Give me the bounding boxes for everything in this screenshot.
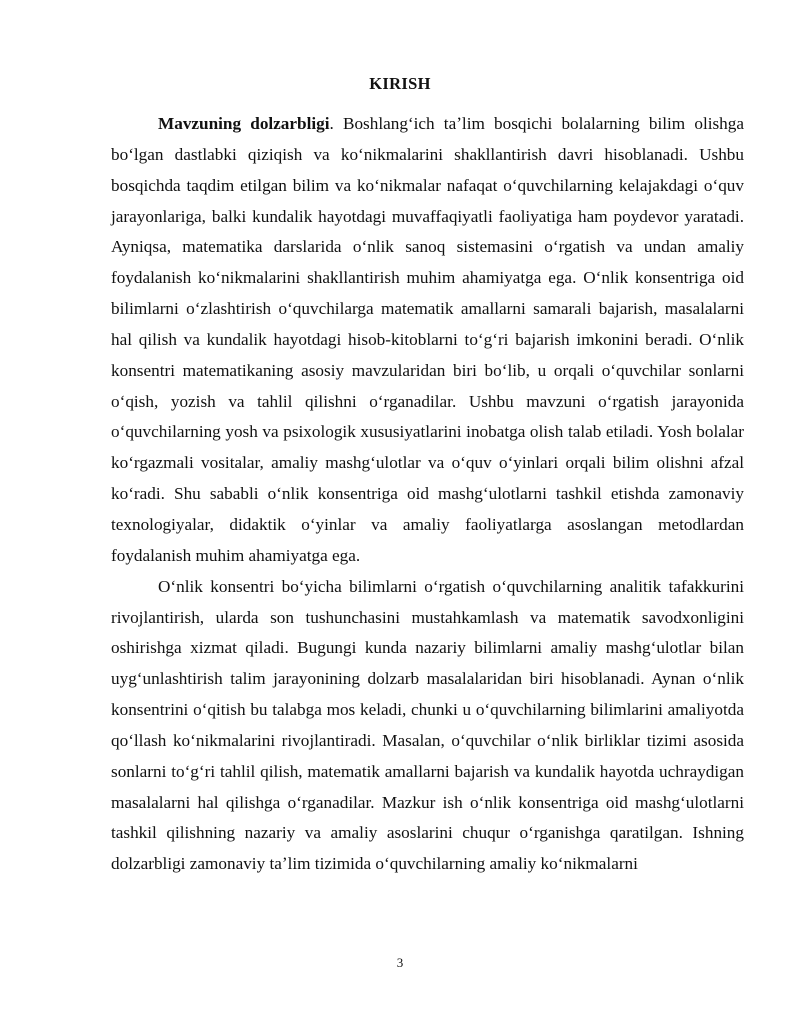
body-text [111, 109, 744, 880]
paragraph-decimal-concentre: Oʻnlik konsentri boʻyicha bilimlarni oʻrgatish oʻquvchilarning analitik tafakkurini rivojlantirish, ularda son tushunchasini mustahkamlash va matematik savodxonligini oshirishga xizmat qiladi. Bugungi kunda nazariy bilimlarni amaliy mashgʻulotlar bilan uygʻunlashtirish talim jarayonining dolzarb masalalaridan biri hisoblanadi. Aynan oʻnlik konsentrini oʻqitish bu talabga mos keladi, chunki u oʻquvchilarning bilimlarini amaliyotda qoʻllash koʻnikmalarini rivojlantiradi. Masalan, oʻquvchilar oʻnlik birliklar tizimi asosida sonlarni toʻgʻri tahlil qilish, matematik amallarni bajarish va kundalik hayotda uchraydigan masalalarni hal qilishga oʻrganadilar. Mazkur ish oʻnlik konsentriga oid mashgʻulotlarni tashkil qilishning nazariy va amaliy asoslarini chuqur oʻrganishga qaratilgan. Ishning dolzarbligi zamonaviy taʼlim tizimida oʻquvchilarning amaliy koʻnikmalarni [111, 576, 744, 874]
paragraph-lead-term: Mavzuning dolzarbligi [158, 114, 330, 133]
paragraph-relevance [111, 109, 744, 572]
paragraph-relevance-text: . Boshlangʻich taʼlim bosqichi bolalarning bilim olishga boʻlgan dastlabki qiziqish va koʻnikmalarini shakllantirish davri hisoblanadi. Ushbu bosqichda taqdim etilgan bilim va koʻnikmalar nafaqat oʻquvchilarning kelajakdagi oʻquv jarayonlariga, balki kundalik hayotdagi muvaffaqiyatli faoliyatiga ham poydevor yaratadi. Ayniqsa, matematika darslarida oʻnlik sanoq sistemasini oʻrgatish va undan amaliy foydalanish koʻnikmalarini shakllantirish muhim ahamiyatga ega. Oʻnlik konsentriga oid bilimlarni oʻzlashtirish oʻquvchilarga matematik amallarni samarali bajarish, masalalarni hal qilish va kundalik hayotdagi hisob-kitoblarni toʻgʻri bajarish imkonini beradi. Oʻnlik konsentri matematikaning asosiy mavzularidan biri boʻlib, u orqali oʻquvchilar sonlarni oʻqish, yozish va tahlil qilishni oʻrganadilar. Ushbu mavzuni oʻrgatish jarayonida oʻquvchilarning yosh va psixologik xususiyatlarini inobatga olish talab etiladi. Yosh bolalar koʻrgazmali vositalar, amaliy mashgʻulotlar va oʻquv oʻyinlari orqali bilim olishni afzal koʻradi. Shu sababli oʻnlik konsentriga oid mashgʻulotlarni tashkil etishda zamonaviy texnologiyalar, didaktik oʻyinlar va amaliy faoliyatlarga asoslangan metodlardan foydalanish muhim ahamiyatga ega. [111, 114, 744, 565]
page-number: 3 [396, 955, 404, 970]
section-heading: KIRISH [369, 74, 431, 93]
